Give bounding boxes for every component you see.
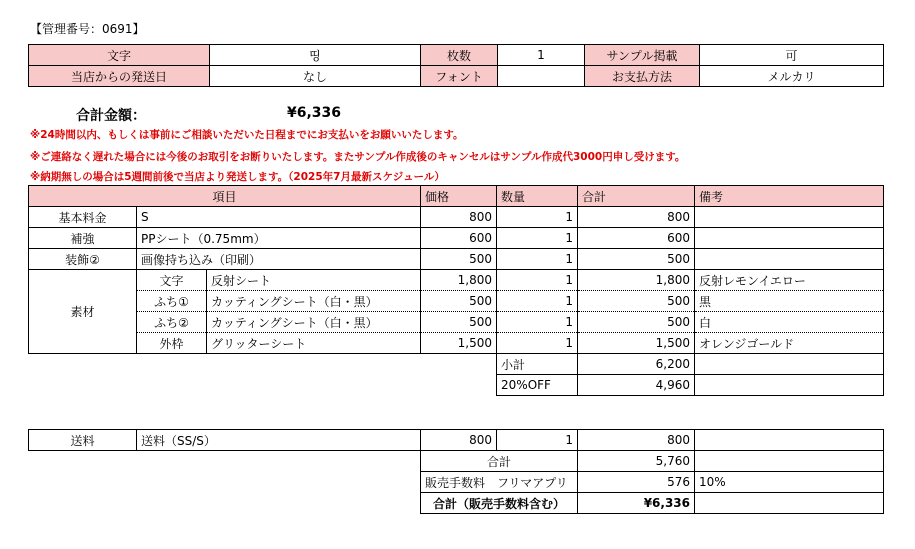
- row-remark: [695, 207, 884, 228]
- total-label: 合計: [421, 451, 578, 472]
- table-row: [29, 430, 884, 451]
- label-ship-date: 当店からの発送日: [29, 66, 210, 87]
- material-qty: 1: [497, 270, 578, 291]
- management-number: 【管理番号：0691】: [30, 22, 145, 36]
- subtotal-value: 6,200: [578, 354, 695, 375]
- shipping-sum: 800: [578, 430, 695, 451]
- total-amount-label: 合計金額：: [76, 108, 146, 124]
- table-row: [29, 207, 884, 228]
- estimate-table: [28, 185, 884, 396]
- row-sum: 600: [578, 228, 695, 249]
- header-qty: 数量: [497, 186, 578, 207]
- shipping-price: 800: [421, 430, 497, 451]
- total-amount-value: ¥6,336: [287, 105, 342, 121]
- material-item: カッティングシート（白・黒）: [207, 312, 421, 333]
- header-item: 項目: [29, 186, 421, 207]
- label-font: フォント: [421, 66, 498, 87]
- table-row: [29, 333, 884, 354]
- row-qty: 1: [497, 228, 578, 249]
- header-remark: 備考: [695, 186, 884, 207]
- material-remark: 反射レモンイエロー: [695, 270, 884, 291]
- note-2: ※ご連絡なく遅れた場合には今後のお取引をお断りいたします。またサンプル作成後のキャンセルはサンプル作成代3000円申し受けます。: [30, 151, 686, 163]
- shipping-table: [28, 429, 884, 514]
- material-price: 1,800: [421, 270, 497, 291]
- row-price: 500: [421, 249, 497, 270]
- material-sub: ふち①: [137, 291, 207, 312]
- shipping-category: 送料: [29, 430, 137, 451]
- row-item: 画像持ち込み（印刷）: [137, 249, 421, 270]
- row-item: S: [137, 207, 421, 228]
- material-price: 500: [421, 291, 497, 312]
- label-payment: お支払方法: [585, 66, 700, 87]
- label-sample: サンプル掲載: [585, 45, 700, 66]
- material-item: グリッターシート: [207, 333, 421, 354]
- blank-cell: [29, 493, 421, 514]
- value-payment: メルカリ: [700, 66, 884, 87]
- material-item: 反射シート: [207, 270, 421, 291]
- subtotal-label: 小計: [497, 354, 578, 375]
- row-remark: [695, 228, 884, 249]
- value-count: 1: [498, 45, 585, 66]
- value-sample: 可: [700, 45, 884, 66]
- table-row: [29, 270, 884, 291]
- table-row: [29, 354, 884, 375]
- material-item: カッティングシート（白・黒）: [207, 291, 421, 312]
- material-qty: 1: [497, 291, 578, 312]
- grand-total-label: 合計（販売手数料含む）: [421, 493, 578, 514]
- value-text: 띵: [210, 45, 421, 66]
- shipping-remark: [695, 430, 884, 451]
- value-font: [498, 66, 585, 87]
- shipping-item: 送料（SS/S）: [137, 430, 421, 451]
- note-1: ※24時間以内、もしくは事前にご相談いただいた日程までにお支払いをお願いいたします。: [30, 129, 464, 141]
- material-sub: 文字: [137, 270, 207, 291]
- subtotal-remark: [695, 354, 884, 375]
- material-remark: オレンジゴールド: [695, 333, 884, 354]
- grand-total-value: ¥6,336: [578, 493, 695, 514]
- row-qty: 1: [497, 249, 578, 270]
- note-3: ※納期無しの場合は5週間前後で当店より発送します。（2025年7月最新スケジュール）: [30, 171, 445, 183]
- label-text: 文字: [29, 45, 210, 66]
- total-remark: [695, 451, 884, 472]
- material-qty: 1: [497, 312, 578, 333]
- row-remark: [695, 249, 884, 270]
- grand-total-remark: [695, 493, 884, 514]
- material-category: 素材: [29, 270, 137, 354]
- discount-label: 20%OFF: [497, 375, 578, 396]
- fee-rate: 10%: [695, 472, 884, 493]
- row-category: 補強: [29, 228, 137, 249]
- discount-remark: [695, 375, 884, 396]
- blank-cell: [29, 472, 421, 493]
- total-value: 5,760: [578, 451, 695, 472]
- table-row: [29, 451, 884, 472]
- fee-value: 576: [578, 472, 695, 493]
- table-row: [29, 472, 884, 493]
- row-category: 装飾②: [29, 249, 137, 270]
- table-row: [29, 312, 884, 333]
- table-row: [29, 228, 884, 249]
- material-sub: ふち②: [137, 312, 207, 333]
- material-qty: 1: [497, 333, 578, 354]
- row-sum: 800: [578, 207, 695, 228]
- material-sum: 500: [578, 312, 695, 333]
- material-sum: 1,500: [578, 333, 695, 354]
- row-qty: 1: [497, 207, 578, 228]
- material-remark: 白: [695, 312, 884, 333]
- material-sub: 外枠: [137, 333, 207, 354]
- row-sum: 500: [578, 249, 695, 270]
- discount-value: 4,960: [578, 375, 695, 396]
- header-price: 価格: [421, 186, 497, 207]
- material-price: 500: [421, 312, 497, 333]
- material-price: 1,500: [421, 333, 497, 354]
- shipping-qty: 1: [497, 430, 578, 451]
- blank-cell: [29, 451, 421, 472]
- material-sum: 1,800: [578, 270, 695, 291]
- row-price: 600: [421, 228, 497, 249]
- material-remark: 黒: [695, 291, 884, 312]
- table-row: [29, 249, 884, 270]
- blank-area: [29, 354, 497, 396]
- label-count: 枚数: [421, 45, 498, 66]
- material-sum: 500: [578, 291, 695, 312]
- header-sum: 合計: [578, 186, 695, 207]
- table-row: [29, 493, 884, 514]
- row-price: 800: [421, 207, 497, 228]
- fee-label: 販売手数料 フリマアプリ: [421, 472, 578, 493]
- value-ship-date: なし: [210, 66, 421, 87]
- row-category: 基本料金: [29, 207, 137, 228]
- order-info-table: [28, 44, 884, 87]
- table-row: [29, 291, 884, 312]
- row-item: PPシート（0.75mm）: [137, 228, 421, 249]
